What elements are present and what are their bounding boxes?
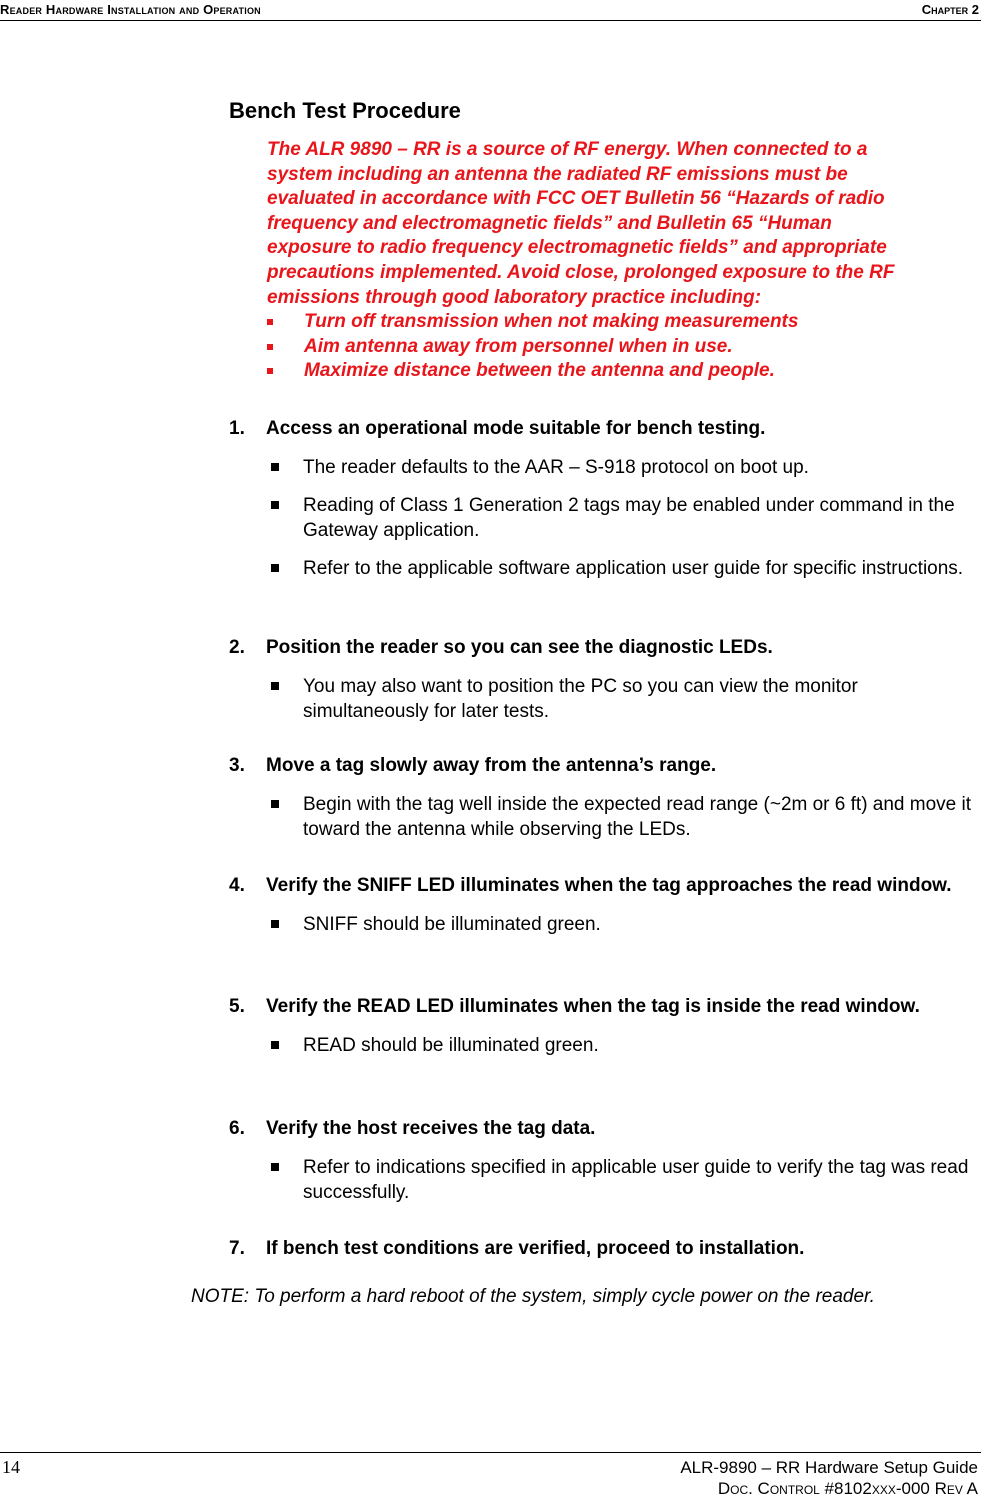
header-section-name: Reader Hardware Installation and Operation — [0, 2, 261, 17]
footer-doc-info — [680, 1457, 978, 1499]
warning-line: system including an antenna the radiated RF emissions must be — [267, 163, 848, 185]
step-bullet-list — [229, 912, 974, 937]
warning-bullet — [267, 310, 972, 335]
step-bullet — [229, 1033, 974, 1058]
square-bullet-icon — [271, 920, 279, 928]
step-title: Verify the READ LED illuminates when the tag is inside the read window. — [266, 996, 920, 1017]
step-number: 1. — [229, 418, 245, 439]
step-bullet-text: Refer to indications specified in applicable user guide to verify the tag was read successfully. — [303, 1157, 969, 1203]
step-title: Position the reader so you can see the diagnostic LEDs. — [266, 637, 773, 658]
step-heading — [229, 1237, 974, 1261]
warning-bullet — [267, 359, 972, 384]
footer-divider — [0, 1452, 981, 1453]
step-heading — [229, 417, 974, 441]
warning-bullet-text: Turn off transmission when not making measurements — [304, 311, 799, 333]
step-5 — [229, 995, 974, 1071]
warning-bullet-text: Maximize distance between the antenna and people. — [304, 360, 775, 382]
step-bullet-text: Refer to the applicable software application user guide for specific instructions. — [303, 558, 964, 579]
step-6 — [229, 1117, 974, 1218]
page-number: 14 — [2, 1457, 20, 1477]
step-number: 7. — [229, 1238, 245, 1259]
step-heading — [229, 754, 974, 778]
step-number: 2. — [229, 637, 245, 658]
step-number: 5. — [229, 996, 245, 1017]
step-bullet — [229, 1155, 974, 1205]
warning-line: frequency and electromagnetic fields” and Bulletin 65 “Human — [267, 212, 832, 234]
step-bullet-text: READ should be illuminated green. — [303, 1035, 599, 1056]
step-number: 4. — [229, 875, 245, 896]
step-title: Move a tag slowly away from the antenna’s range. — [266, 755, 717, 776]
square-bullet-icon — [271, 1163, 279, 1171]
warning-bullet-list — [267, 310, 972, 384]
step-bullet-list — [229, 1155, 974, 1205]
step-heading — [229, 995, 974, 1019]
step-bullet-text: Begin with the tag well inside the expected read range (~2m or 6 ft) and move it toward the antenna while observing the LEDs. — [303, 794, 972, 840]
step-title: Verify the SNIFF LED illuminates when the tag approaches the read window. — [266, 875, 952, 896]
reboot-note: NOTE: To perform a hard reboot of the system, simply cycle power on the reader. — [191, 1286, 875, 1307]
step-bullet — [229, 792, 974, 842]
step-bullet-text: Reading of Class 1 Generation 2 tags may be enabled under command in the Gateway application. — [303, 495, 955, 541]
step-1 — [229, 417, 974, 594]
step-number: 6. — [229, 1118, 245, 1139]
square-bullet-icon — [271, 564, 279, 572]
step-bullet-text: You may also want to position the PC so you can view the monitor simultaneously for later tests. — [303, 676, 858, 722]
warning-bullet — [267, 335, 972, 360]
warning-line: precautions implemented. Avoid close, prolonged exposure to the RF — [267, 261, 895, 283]
step-heading — [229, 874, 974, 898]
step-bullet — [229, 674, 974, 724]
rf-warning — [267, 138, 972, 384]
square-bullet-icon — [267, 344, 273, 350]
step-bullet — [229, 493, 974, 543]
step-title: Access an operational mode suitable for bench testing. — [266, 418, 766, 439]
warning-line: The ALR 9890 – RR is a source of RF energy. When connected to a — [267, 139, 868, 160]
warning-bullet-text: Aim antenna away from personnel when in use. — [304, 335, 733, 357]
step-bullet-list — [229, 1033, 974, 1058]
step-number: 3. — [229, 755, 245, 776]
step-title: If bench test conditions are verified, proceed to installation. — [266, 1238, 805, 1259]
square-bullet-icon — [271, 501, 279, 509]
step-bullet-text: The reader defaults to the AAR – S-918 protocol on boot up. — [303, 457, 809, 478]
warning-line: evaluated in accordance with FCC OET Bulletin 56 “Hazards of radio — [267, 188, 885, 210]
square-bullet-icon — [271, 1041, 279, 1049]
square-bullet-icon — [267, 368, 273, 374]
step-bullet-list — [229, 792, 974, 842]
page-header — [0, 0, 981, 21]
square-bullet-icon — [271, 463, 279, 471]
step-3 — [229, 754, 974, 855]
square-bullet-icon — [271, 800, 279, 808]
step-heading — [229, 636, 974, 660]
warning-line: exposure to radio frequency electromagnetic fields” and appropriate — [267, 237, 887, 259]
step-bullet-list — [229, 674, 974, 724]
square-bullet-icon — [271, 682, 279, 690]
header-chapter: Chapter 2 — [921, 2, 979, 17]
step-title: Verify the host receives the tag data. — [266, 1118, 596, 1139]
section-title: Bench Test Procedure — [229, 98, 461, 123]
step-bullet-text: SNIFF should be illuminated green. — [303, 914, 601, 935]
step-bullet-list — [229, 455, 974, 581]
square-bullet-icon — [267, 319, 273, 325]
step-bullet — [229, 455, 974, 480]
step-heading — [229, 1117, 974, 1141]
warning-line: emissions through good laboratory practice including: — [267, 286, 762, 308]
step-7 — [229, 1237, 974, 1261]
step-2 — [229, 636, 974, 737]
footer-title: ALR-9890 – RR Hardware Setup Guide — [680, 1458, 978, 1477]
step-bullet — [229, 912, 974, 937]
step-4 — [229, 874, 974, 950]
footer-doc-control: Doc. Control #8102xxx-000 Rev A — [717, 1479, 978, 1498]
step-bullet — [229, 556, 974, 581]
